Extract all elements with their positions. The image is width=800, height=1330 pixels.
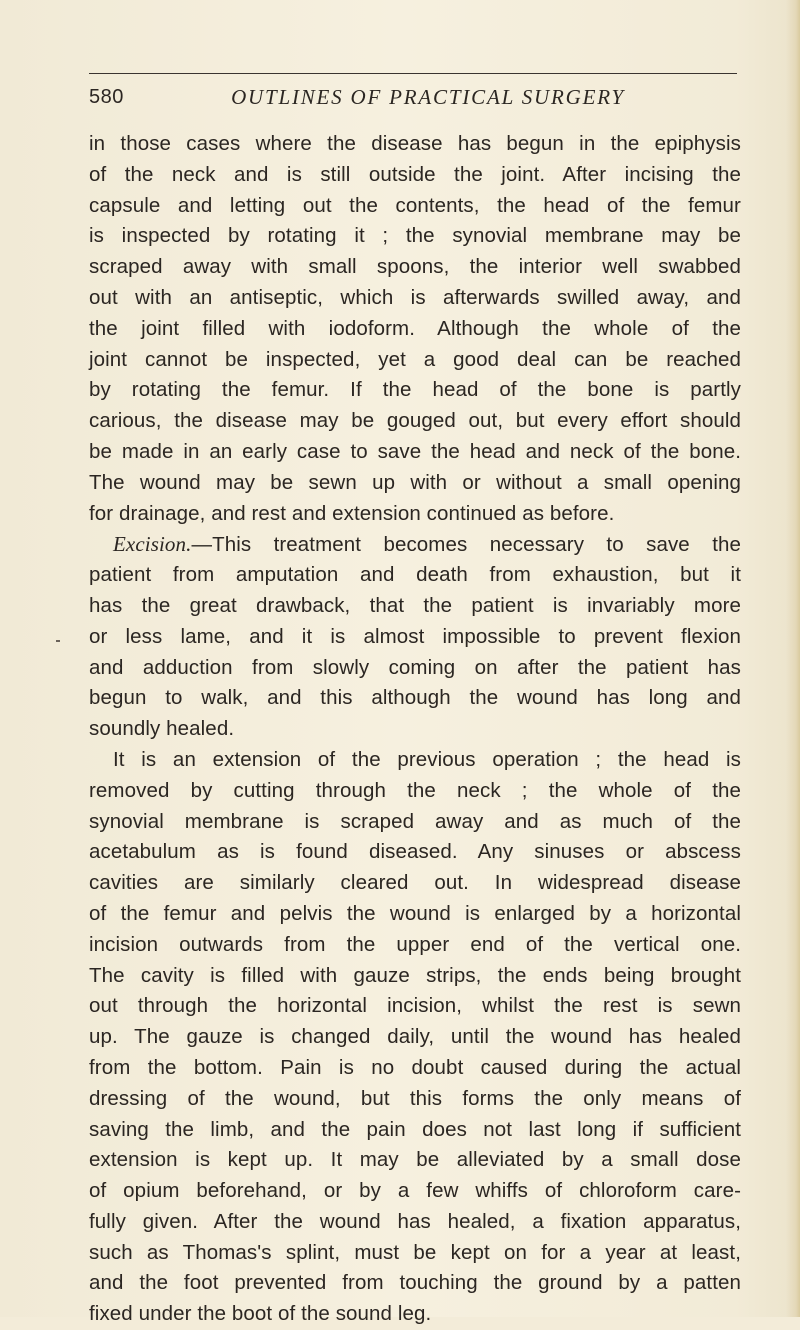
text-line: saving the limb, and the pain does not last long if sufficient: [89, 1117, 741, 1141]
page-edge-shadow: [786, 0, 800, 1317]
section-heading-excision: Excision.: [113, 532, 192, 557]
text-line: begun to walk, and this although the wound has long and: [89, 686, 741, 710]
text-line: synovial membrane is scraped away and as much of the: [89, 809, 741, 833]
page-number: 580: [89, 86, 124, 108]
text-line: for drainage, and rest and extension continued as before.: [89, 501, 615, 525]
text-line: joint cannot be inspected, yet a good deal can be reached: [89, 347, 741, 371]
text-line: out with an antiseptic, which is afterwards swilled away, and: [89, 285, 741, 309]
text-line: and adduction from slowly coming on after the patient has: [89, 655, 741, 679]
text-line: carious, the disease may be gouged out, but every effort should: [89, 409, 741, 433]
text-line: It is an extension of the previous operation ; the head is: [113, 747, 741, 771]
text-line: and the foot prevented from touching the ground by a patten: [89, 1271, 741, 1295]
text-line: acetabulum as is found diseased. Any sinuses or abscess: [89, 840, 741, 864]
text-line: incision outwards from the upper end of the vertical one.: [89, 932, 741, 956]
text-line: the joint filled with iodoform. Although the whole of the: [89, 316, 741, 340]
text-line: fully given. After the wound has healed, a fixation apparatus,: [89, 1209, 741, 1233]
body-text: [89, 129, 741, 1330]
paragraph-operation: [89, 745, 741, 1330]
text-line: patient from amputation and death from exhaustion, but it: [89, 563, 741, 587]
text-line: is inspected by rotating it ; the synovial membrane may be: [89, 224, 741, 248]
text-line: cavities are similarly cleared out. In widespread disease: [89, 871, 741, 895]
text-line: extension is kept up. It may be alleviated by a small dose: [89, 1148, 741, 1172]
text-line: up. The gauze is changed daily, until the wound has healed: [89, 1025, 741, 1049]
text-line: of the femur and pelvis the wound is enlarged by a horizontal: [89, 901, 741, 925]
text-line: [89, 529, 741, 560]
paragraph-continuation: [89, 129, 741, 529]
text-line: of the neck and is still outside the joint. After incising the: [89, 162, 741, 186]
margin-mark: [56, 640, 60, 642]
text-line: has the great drawback, that the patient is invariably more: [89, 593, 741, 617]
text-line: or less lame, and it is almost impossible to prevent flexion: [89, 624, 741, 648]
text-line: by rotating the femur. If the head of the bone is partly: [89, 378, 741, 402]
text-line: out through the horizontal incision, whilst the rest is sewn: [89, 994, 741, 1018]
text-line: The wound may be sewn up with or without a small opening: [89, 470, 741, 494]
text-line: capsule and letting out the contents, the head of the femur: [89, 193, 741, 217]
paragraph-excision: [89, 529, 741, 745]
text-line: The cavity is filled with gauze strips, the ends being brought: [89, 963, 741, 987]
text-line: scraped away with small spoons, the interior well swabbed: [89, 255, 741, 279]
text-line: removed by cutting through the neck ; the whole of the: [89, 778, 741, 802]
text-line: such as Thomas's splint, must be kept on for a year at least,: [89, 1240, 741, 1264]
page-header: [89, 84, 737, 114]
text-fragment: —This treatment becomes necessary to save the: [191, 533, 741, 557]
text-line: from the bottom. Pain is no doubt caused during the actual: [89, 1055, 741, 1079]
text-line: of opium beforehand, or by a few whiffs of chloroform care-: [89, 1179, 741, 1203]
running-title: OUTLINES OF PRACTICAL SURGERY: [231, 85, 625, 109]
header-rule: [89, 73, 737, 74]
text-line: in those cases where the disease has begun in the epiphysis: [89, 132, 741, 155]
text-line: be made in an early case to save the head and neck of the bone.: [89, 439, 741, 463]
text-line: fixed under the boot of the sound leg.: [89, 1302, 432, 1326]
text-line: soundly healed.: [89, 717, 235, 741]
text-line: dressing of the wound, but this forms the only means of: [89, 1086, 741, 1110]
